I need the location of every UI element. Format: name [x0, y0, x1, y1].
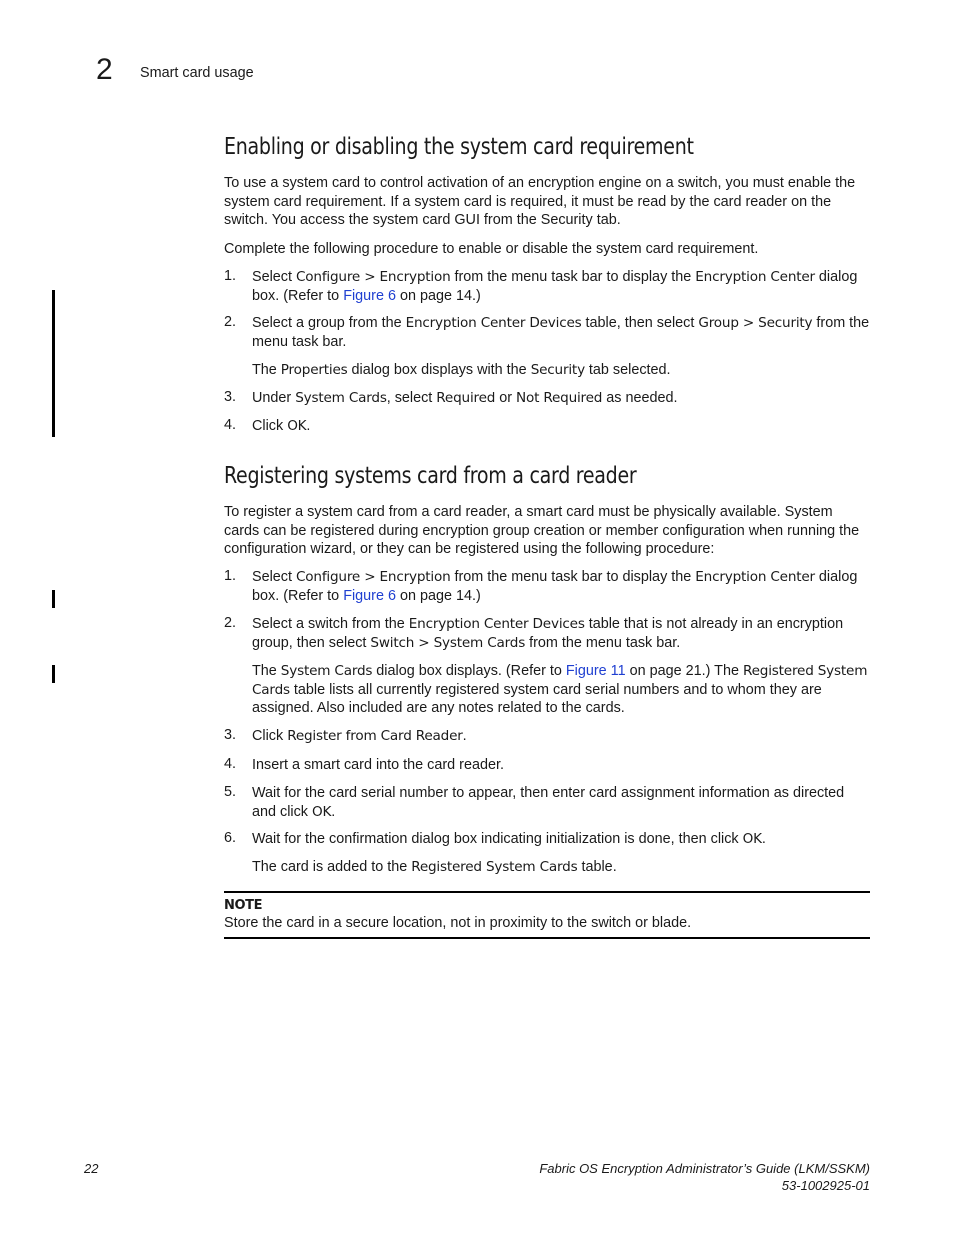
- ui-label: Not Required: [516, 390, 603, 406]
- step-text: Under: [252, 390, 296, 406]
- list-item: [224, 568, 870, 605]
- list-item: [224, 830, 870, 849]
- step-text: .: [306, 418, 311, 434]
- doc-number: 53-1002925-01: [781, 1177, 870, 1193]
- step-text: table that is not already in an encryption group, then select: [252, 616, 844, 651]
- step-number: 4.: [224, 417, 237, 433]
- step-text: dialog box. (Refer to: [252, 569, 858, 604]
- list-item: [224, 615, 870, 652]
- step-text: table, then select: [581, 315, 699, 331]
- change-bar: [52, 290, 55, 437]
- step-text: from the menu task bar to display the: [450, 269, 696, 285]
- ui-label: Configure > Encryption: [296, 569, 451, 585]
- ui-label: Encryption Center: [695, 569, 815, 585]
- step-result: The System Cards dialog box displays. (Refer to Figure 11 on page 21.) The Registered System Cards table lists all currently registered system card serial numbers and to whom they are assigned. Also included are any notes related to the cards.: [252, 663, 868, 717]
- step-number: 5.: [224, 784, 237, 800]
- section-heading: Enabling or disabling the system card requirement: [224, 134, 694, 160]
- note-text: Store the card in a secure location, not in proximity to the switch or blade.: [224, 915, 692, 931]
- step-number: 1.: [224, 568, 237, 584]
- ui-label: OK: [742, 831, 762, 847]
- ui-label: Required: [436, 390, 496, 406]
- list-item: [224, 389, 870, 408]
- step-number: 6.: [224, 830, 237, 846]
- running-title: Smart card usage: [140, 65, 254, 81]
- change-bar: [52, 665, 55, 683]
- ui-label: Switch > System Cards: [370, 634, 526, 651]
- step-text: dialog box. (Refer to: [252, 269, 858, 304]
- step-number: 3.: [224, 389, 237, 405]
- ui-label: Configure > Encryption: [296, 269, 451, 285]
- step-text: Wait for the confirmation dialog box indicating initialization is done, then click: [252, 831, 743, 847]
- step-number: 4.: [224, 756, 237, 772]
- figure-link[interactable]: Figure 6: [343, 587, 396, 604]
- figure-link[interactable]: Figure 11: [565, 663, 626, 679]
- step-text: on page 14.): [395, 587, 481, 604]
- step-text: .: [462, 728, 467, 744]
- footer-doc-info: [539, 1161, 870, 1194]
- step-text: Wait for the card serial number to appear, then enter card assignment information as directed and click: [252, 785, 845, 820]
- ui-label: Register from Card Reader: [287, 728, 463, 744]
- ui-label: Encryption Center: [695, 269, 815, 285]
- note-label: NOTE: [224, 898, 263, 913]
- step-number: 3.: [224, 727, 237, 743]
- step-text: , select: [386, 390, 437, 406]
- list-item: [224, 858, 870, 877]
- list-item: [224, 314, 870, 351]
- step-result: The Properties dialog box displays with the Security tab selected.: [252, 362, 671, 378]
- ui-label: Security: [530, 362, 585, 378]
- list-item: [224, 727, 870, 746]
- step-number: 2.: [224, 615, 237, 631]
- step-number: 2.: [224, 314, 237, 330]
- step-text: .: [761, 831, 766, 847]
- step-text: Select: [252, 269, 296, 285]
- step-text: from the menu task bar.: [525, 634, 681, 651]
- step-text: Select: [252, 569, 296, 585]
- step-text: Click: [252, 418, 288, 434]
- list-item: [224, 361, 870, 380]
- chapter-number: 2: [96, 53, 113, 86]
- ui-label: System Cards: [280, 663, 373, 679]
- step-text: .: [331, 803, 336, 820]
- list-item: [224, 268, 870, 305]
- list-item: [224, 662, 870, 718]
- paragraph: Complete the following procedure to enable or disable the system card requirement.: [224, 241, 759, 257]
- ui-label: OK: [287, 418, 307, 434]
- ui-label: OK: [312, 803, 332, 820]
- list-item: [224, 784, 870, 821]
- ui-label: System Cards: [295, 390, 387, 406]
- section-heading: Registering systems card from a card reader: [224, 463, 637, 489]
- note-box: [224, 891, 870, 939]
- step-text: Select a group from the: [252, 315, 406, 331]
- page-number: 22: [84, 1161, 99, 1176]
- doc-title: Fabric OS Encryption Administrator’s Guide (LKM/SSKM): [539, 1161, 870, 1176]
- step-text: or: [495, 390, 516, 406]
- ui-label: Encryption Center Devices: [405, 315, 582, 331]
- step-text: on page 14.): [395, 287, 481, 304]
- figure-link[interactable]: Figure 6: [343, 287, 396, 304]
- step-text: as needed.: [602, 390, 678, 406]
- step-number: 1.: [224, 268, 237, 284]
- list-item: [224, 417, 870, 436]
- list-item: [224, 756, 870, 775]
- ui-label: Group > Security: [698, 315, 813, 331]
- step-text: Click: [252, 728, 288, 744]
- ui-label: Properties: [280, 362, 348, 378]
- step-result: The card is added to the Registered System Cards table.: [252, 859, 617, 875]
- paragraph: To use a system card to control activation of an encryption engine on a switch, you must enable the system card requirement. If a system card is required, it must be read by the card reader on the switch. You access the system card GUI from the Security tab.: [224, 175, 856, 229]
- step-text: from the menu task bar to display the: [450, 569, 696, 585]
- step-text: Select a switch from the: [252, 616, 409, 632]
- ui-label: Registered System Cards: [411, 859, 578, 875]
- step-text: Insert a smart card into the card reader.: [252, 757, 504, 773]
- change-bar: [52, 590, 55, 608]
- step-text: from the menu task bar.: [252, 315, 870, 350]
- ui-label: Encryption Center Devices: [408, 616, 585, 632]
- paragraph: To register a system card from a card reader, a smart card must be physically available. System cards can be registered during encryption group creation or member configuration when running the configuration wizard, or they can be registered using the following procedure:: [224, 504, 860, 558]
- ui-label: Registered System Cards: [252, 663, 868, 698]
